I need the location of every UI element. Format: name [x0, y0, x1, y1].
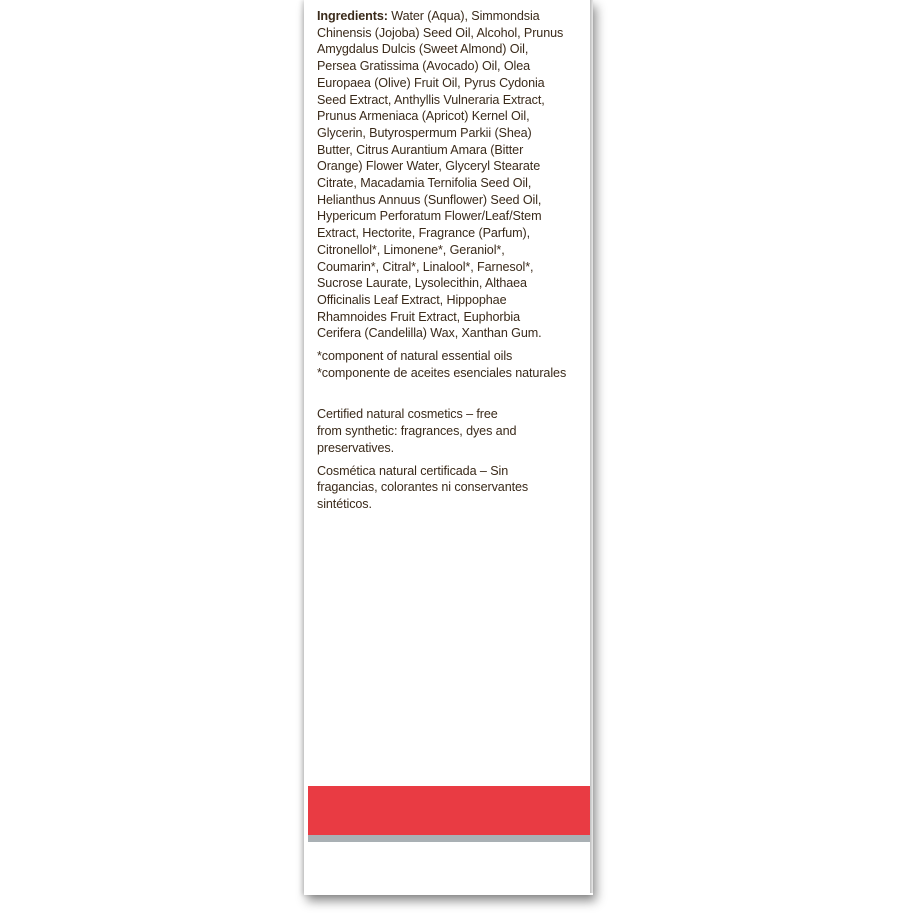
- ingredients-label: Ingredients:: [317, 9, 388, 23]
- bottom-white-area: [308, 842, 591, 892]
- product-label-panel: [304, 0, 593, 895]
- red-color-band: [308, 786, 591, 835]
- label-text-block: [317, 8, 585, 513]
- certified-statement-en: Certified natural cosmetics – free from synthetic: fragrances, dyes and preservatives.: [317, 407, 517, 455]
- gray-stripe: [308, 835, 591, 842]
- essential-oils-footnote: *component of natural essential oils *componente de aceites esenciales naturales: [317, 349, 567, 380]
- label-surface: [304, 0, 591, 893]
- certified-statement-es: Cosmética natural certificada – Sin fragancias, colorantes ni conservantes sintéticos.: [317, 463, 529, 511]
- ingredients-list: Water (Aqua), Simmondsia Chinensis (Jojoba) Seed Oil, Alcohol, Prunus Amygdalus Dulcis (Sweet Almond) Oil, Persea Gratissima (Avocado) Oil, Olea Europaea (Olive) Fruit Oil, Pyrus Cydonia Seed Extract, Anthyllis Vulneraria Extract, Prunus Armeniaca (Apricot) Kernel Oil, Glycerin, Butyrospermum Parkii (Shea) Butter, Citrus Aurantium Amara (Bitter Orange) Flower Water, Glyceryl Stearate Citrate, Macadamia Ternifolia Seed Oil, Helianthus Annuus (Sunflower) Seed Oil, Hypericum Perforatum Flower/Leaf/Stem Extract, Hectorite, Fragrance (Parfum), Citronellol*, Limonene*, Geraniol*, Coumarin*, Citral*, Linalool*, Farnesol*, Sucrose Laurate, Lysolecithin, Althaea Officinalis Leaf Extract, Hippophae Rhamnoides Fruit Extract, Euphorbia Cerifera (Candelilla) Wax, Xanthan Gum.: [317, 9, 564, 341]
- ingredients-paragraph: [317, 8, 585, 342]
- panel-edge-shading: [590, 0, 593, 893]
